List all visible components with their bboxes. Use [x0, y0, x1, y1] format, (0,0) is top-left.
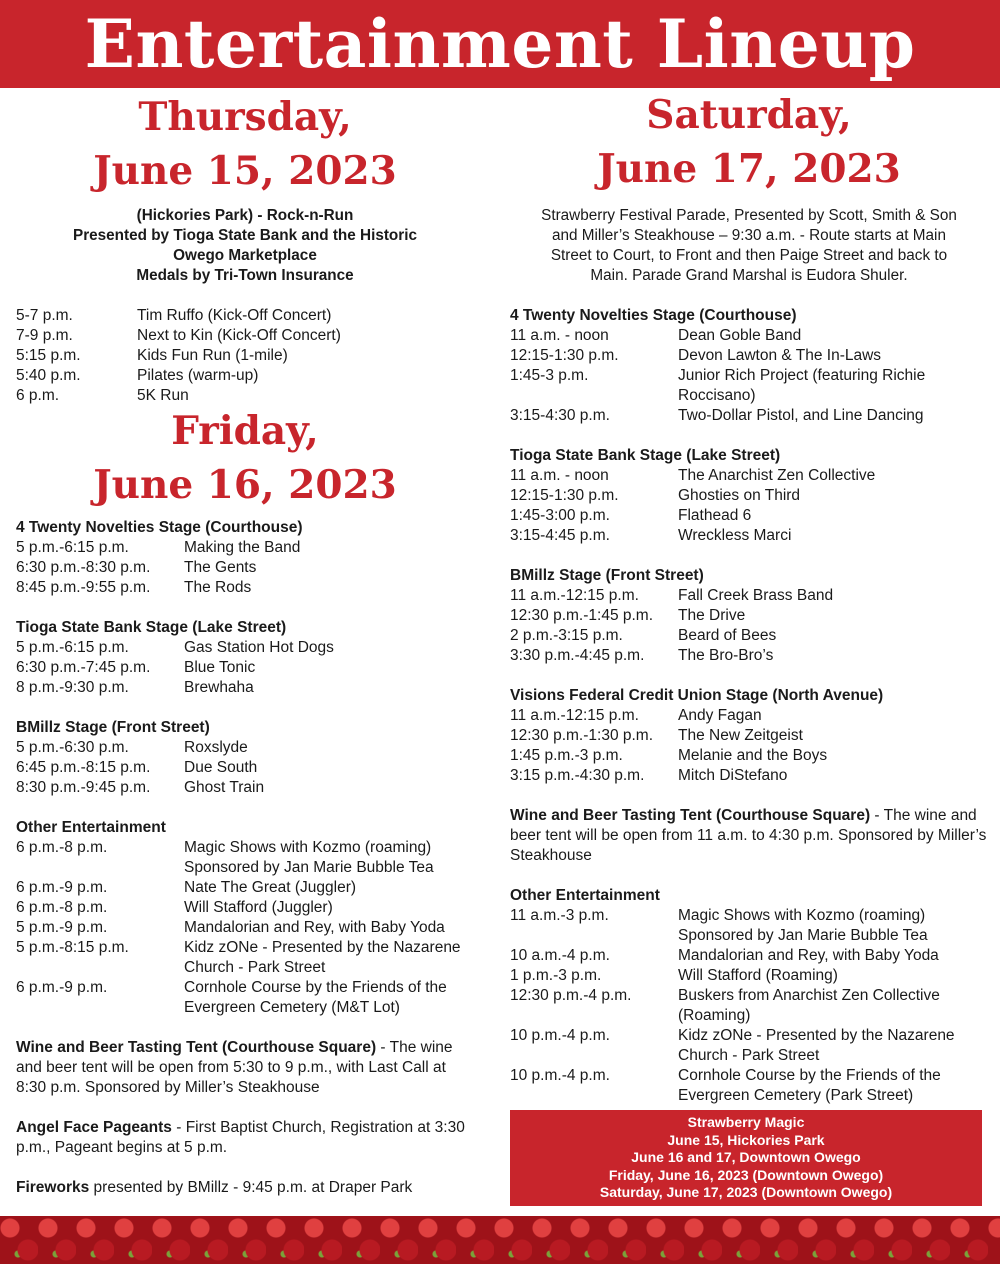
friday-angel-face	[16, 1118, 474, 1158]
event-act: Junior Rich Project (featuring Richie Roccisano)	[678, 367, 926, 404]
saturday-stage-section	[510, 566, 988, 666]
event-time: 11 a.m.-12:15 p.m.	[510, 707, 639, 724]
event-act: Will Stafford (Roaming)	[678, 967, 838, 984]
magic-line: June 16 and 17, Downtown Owego	[631, 1149, 861, 1166]
event-act: Beard of Bees	[678, 627, 777, 644]
event-time: 11 a.m.-3 p.m.	[510, 907, 609, 924]
parade-line: and Miller’s Steakhouse – 9:30 a.m. - Route starts at Main	[552, 227, 946, 244]
strawberry-magic-box	[510, 1110, 982, 1206]
intro-line: (Hickories Park) - Rock-n-Run	[136, 207, 354, 224]
event-act: Gas Station Hot Dogs	[184, 639, 334, 656]
strawberry-photo-strip	[0, 1216, 1000, 1264]
event-act: Kidz zONe - Presented by the Nazarene Church - Park Street	[184, 939, 461, 976]
schedule-row	[510, 586, 988, 606]
section-title: BMillz Stage (Front Street)	[16, 719, 210, 736]
saturday-other-entertainment	[510, 886, 988, 1106]
event-time: 12:15-1:30 p.m.	[510, 347, 619, 364]
event-act: Ghost Train	[184, 779, 265, 796]
schedule-row	[16, 838, 474, 878]
event-time: 6 p.m.-9 p.m.	[16, 879, 108, 896]
event-time: 10 a.m.-4 p.m.	[510, 947, 610, 964]
event-act: Kids Fun Run (1-mile)	[137, 347, 288, 364]
friday-stage-section	[16, 718, 474, 798]
friday-stage-section	[16, 518, 474, 598]
event-time: 5 p.m.-6:30 p.m.	[16, 739, 129, 756]
schedule-row	[16, 878, 474, 898]
schedule-row	[510, 706, 988, 726]
schedule-row	[510, 606, 988, 626]
event-time: 1:45 p.m.-3 p.m.	[510, 747, 623, 764]
schedule-row	[510, 966, 988, 986]
section-title: Other Entertainment	[16, 819, 166, 836]
schedule-row	[16, 678, 474, 698]
event-time: 6 p.m.-8 p.m.	[16, 839, 108, 856]
event-time: 10 p.m.-4 p.m.	[510, 1067, 610, 1084]
schedule-row	[16, 658, 474, 678]
event-time: 5 p.m.-6:15 p.m.	[16, 639, 129, 656]
event-act: Buskers from Anarchist Zen Collective (Roaming)	[678, 987, 940, 1024]
event-act: Wreckless Marci	[678, 527, 792, 544]
paragraph-title: Angel Face Pageants	[16, 1119, 172, 1136]
schedule-row	[16, 538, 474, 558]
event-time: 11 a.m. - noon	[510, 327, 609, 344]
paragraph-title: Fireworks	[16, 1179, 90, 1196]
paragraph-text: - First Baptist Church, Registration at 3:30 p.m., Pageant begins at 5 p.m.	[16, 1119, 465, 1156]
magic-line: Saturday, June 17, 2023 (Downtown Owego)	[599, 1184, 893, 1201]
schedule-row	[510, 486, 988, 506]
event-time: 11 a.m. - noon	[510, 467, 609, 484]
magic-line: Friday, June 16, 2023 (Downtown Owego)	[608, 1166, 884, 1183]
schedule-row	[510, 766, 988, 786]
schedule-row	[510, 986, 988, 1026]
event-time: 6:45 p.m.-8:15 p.m.	[16, 759, 151, 776]
thursday-intro	[16, 206, 474, 286]
event-time: 6 p.m.-8 p.m.	[16, 899, 108, 916]
event-act: The New Zeitgeist	[678, 727, 803, 744]
schedule-row	[16, 758, 474, 778]
schedule-row	[510, 746, 988, 766]
event-time: 3:15-4:45 p.m.	[510, 527, 610, 544]
event-act: Mandalorian and Rey, with Baby Yoda	[678, 947, 939, 964]
schedule-row	[16, 778, 474, 798]
event-time: 10 p.m.-4 p.m.	[510, 1027, 610, 1044]
event-time: 5:15 p.m.	[16, 347, 81, 364]
event-act: Will Stafford (Juggler)	[184, 899, 333, 916]
schedule-row	[510, 366, 988, 406]
friday-wine-tent	[16, 1038, 474, 1098]
schedule-row	[16, 386, 474, 406]
event-act: Magic Shows with Kozmo (roaming) Sponsored by Jan Marie Bubble Tea	[184, 839, 434, 876]
paragraph-title: Wine and Beer Tasting Tent (Courthouse Square)	[510, 807, 871, 824]
event-act: Cornhole Course by the Friends of the Evergreen Cemetery (Park Street)	[678, 1067, 941, 1104]
event-act: Mandalorian and Rey, with Baby Yoda	[184, 919, 445, 936]
event-act: Dean Goble Band	[678, 327, 802, 344]
saturday-wine-tent	[510, 806, 988, 866]
parade-line: Strawberry Festival Parade, Presented by Scott, Smith & Son	[541, 207, 957, 224]
schedule-row	[510, 946, 988, 966]
event-time: 7-9 p.m.	[16, 327, 73, 344]
event-act: The Anarchist Zen Collective	[678, 467, 876, 484]
event-time: 6 p.m.-9 p.m.	[16, 979, 108, 996]
event-time: 5:40 p.m.	[16, 367, 81, 384]
paragraph-text: - The wine and beer tent will be open from 5:30 to 9 p.m., with Last Call at 8:30 p.m. Sponsored by Miller’s Steakhouse	[16, 1039, 453, 1096]
section-title: 4 Twenty Novelties Stage (Courthouse)	[16, 519, 303, 536]
event-time: 1 p.m.-3 p.m.	[510, 967, 602, 984]
paragraph-text: - The wine and beer tent will be open from 11 a.m. to 4:30 p.m. Sponsored by Miller’s Steakhouse	[510, 807, 987, 864]
schedule-row	[510, 466, 988, 486]
event-time: 3:30 p.m.-4:45 p.m.	[510, 647, 645, 664]
event-act: Devon Lawton & The In-Laws	[678, 347, 882, 364]
event-act: The Drive	[678, 607, 746, 624]
event-time: 3:15 p.m.-4:30 p.m.	[510, 767, 645, 784]
event-act: Brewhaha	[184, 679, 254, 696]
section-title: Tioga State Bank Stage (Lake Street)	[510, 447, 781, 464]
event-time: 5 p.m.-8:15 p.m.	[16, 939, 129, 956]
friday-other-entertainment	[16, 818, 474, 1018]
event-time: 8:45 p.m.-9:55 p.m.	[16, 579, 151, 596]
schedule-row	[16, 938, 474, 978]
event-time: 1:45-3 p.m.	[510, 367, 589, 384]
page-title: Entertainment Lineup	[84, 5, 916, 83]
event-act: Melanie and the Boys	[678, 747, 828, 764]
schedule-row	[16, 346, 474, 366]
event-time: 3:15-4:30 p.m.	[510, 407, 610, 424]
event-act: Fall Creek Brass Band	[678, 587, 834, 604]
event-act: Mitch DiStefano	[678, 767, 788, 784]
paragraph-text: presented by BMillz - 9:45 p.m. at Draper Park	[89, 1179, 413, 1196]
schedule-row	[510, 646, 988, 666]
magic-line: Strawberry Magic	[687, 1114, 805, 1131]
event-act: Flathead 6	[678, 507, 752, 524]
event-time: 1:45-3:00 p.m.	[510, 507, 610, 524]
schedule-row	[16, 738, 474, 758]
event-act: Next to Kin (Kick-Off Concert)	[137, 327, 341, 344]
event-time: 12:15-1:30 p.m.	[510, 487, 619, 504]
schedule-row	[510, 726, 988, 746]
saturday-heading-day: Saturday,	[646, 92, 852, 138]
event-time: 6:30 p.m.-8:30 p.m.	[16, 559, 151, 576]
section-title: Tioga State Bank Stage (Lake Street)	[16, 619, 287, 636]
schedule-row	[16, 898, 474, 918]
saturday-stage-section	[510, 686, 988, 786]
event-time: 6:30 p.m.-7:45 p.m.	[16, 659, 151, 676]
thursday-schedule	[16, 306, 474, 406]
friday-heading-day: Friday,	[171, 408, 319, 454]
parade-line: Street to Court, to Front and then Paige Street and back to	[550, 247, 948, 264]
thursday-heading-date: June 15, 2023	[93, 148, 397, 194]
schedule-row	[16, 366, 474, 386]
event-act: Due South	[184, 759, 258, 776]
event-act: Pilates (warm-up)	[137, 367, 259, 384]
section-title: Visions Federal Credit Union Stage (North Avenue)	[510, 687, 884, 704]
parade-line: Main. Parade Grand Marshal is Eudora Shuler.	[590, 267, 908, 284]
event-act: Nate The Great (Juggler)	[184, 879, 357, 896]
event-act: 5K Run	[137, 387, 189, 404]
friday-fireworks	[16, 1178, 474, 1198]
friday-stage-section	[16, 618, 474, 698]
schedule-row	[510, 506, 988, 526]
intro-line: Owego Marketplace	[173, 247, 317, 264]
event-time: 12:30 p.m.-1:45 p.m.	[510, 607, 654, 624]
event-time: 8:30 p.m.-9:45 p.m.	[16, 779, 151, 796]
event-act: Making the Band	[184, 539, 301, 556]
event-act: Blue Tonic	[184, 659, 256, 676]
schedule-row	[510, 906, 988, 946]
saturday-heading-date: June 17, 2023	[597, 146, 901, 192]
section-title: BMillz Stage (Front Street)	[510, 567, 704, 584]
event-time: 5 p.m.-6:15 p.m.	[16, 539, 129, 556]
schedule-row	[510, 1026, 988, 1066]
schedule-row	[510, 1066, 988, 1106]
event-act: Cornhole Course by the Friends of the Evergreen Cemetery (M&T Lot)	[184, 979, 447, 1016]
schedule-row	[16, 326, 474, 346]
event-time: 5-7 p.m.	[16, 307, 73, 324]
event-time: 6 p.m.	[16, 387, 60, 404]
schedule-row	[16, 978, 474, 1018]
schedule-row	[16, 558, 474, 578]
saturday-stage-section	[510, 446, 988, 546]
event-time: 11 a.m.-12:15 p.m.	[510, 587, 639, 604]
event-act: Magic Shows with Kozmo (roaming) Sponsored by Jan Marie Bubble Tea	[678, 907, 928, 944]
title-banner	[0, 0, 1000, 88]
schedule-row	[510, 406, 988, 426]
paragraph-title: Wine and Beer Tasting Tent (Courthouse Square)	[16, 1039, 377, 1056]
saturday-heading	[510, 88, 988, 196]
thursday-heading	[16, 90, 474, 198]
event-act: Two-Dollar Pistol, and Line Dancing	[678, 407, 924, 424]
section-title: 4 Twenty Novelties Stage (Courthouse)	[510, 307, 797, 324]
event-time: 2 p.m.-3:15 p.m.	[510, 627, 623, 644]
event-time: 5 p.m.-9 p.m.	[16, 919, 108, 936]
schedule-row	[510, 326, 988, 346]
schedule-row	[510, 346, 988, 366]
event-act: The Rods	[184, 579, 252, 596]
schedule-row	[16, 578, 474, 598]
event-time: 12:30 p.m.-4 p.m.	[510, 987, 632, 1004]
schedule-row	[16, 306, 474, 326]
event-act: Tim Ruffo (Kick-Off Concert)	[137, 307, 332, 324]
thursday-heading-day: Thursday,	[138, 94, 352, 140]
intro-line: Medals by Tri-Town Insurance	[136, 267, 354, 284]
event-act: Roxslyde	[184, 739, 248, 756]
event-time: 12:30 p.m.-1:30 p.m.	[510, 727, 654, 744]
friday-heading-date: June 16, 2023	[93, 462, 397, 508]
event-time: 8 p.m.-9:30 p.m.	[16, 679, 129, 696]
event-act: Kidz zONe - Presented by the Nazarene Church - Park Street	[678, 1027, 955, 1064]
section-title: Other Entertainment	[510, 887, 660, 904]
friday-heading	[16, 404, 474, 512]
schedule-row	[16, 638, 474, 658]
event-act: Andy Fagan	[678, 707, 762, 724]
saturday-stage-section	[510, 306, 988, 426]
intro-line: Presented by Tioga State Bank and the Historic	[73, 227, 417, 244]
magic-line: June 15, Hickories Park	[667, 1131, 825, 1148]
event-act: Ghosties on Third	[678, 487, 801, 504]
schedule-row	[16, 918, 474, 938]
event-act: The Gents	[184, 559, 257, 576]
event-act: The Bro-Bro’s	[678, 647, 774, 664]
right-column	[510, 88, 988, 1106]
schedule-row	[510, 526, 988, 546]
saturday-parade	[510, 206, 988, 286]
schedule-row	[510, 626, 988, 646]
left-column	[16, 88, 474, 1198]
